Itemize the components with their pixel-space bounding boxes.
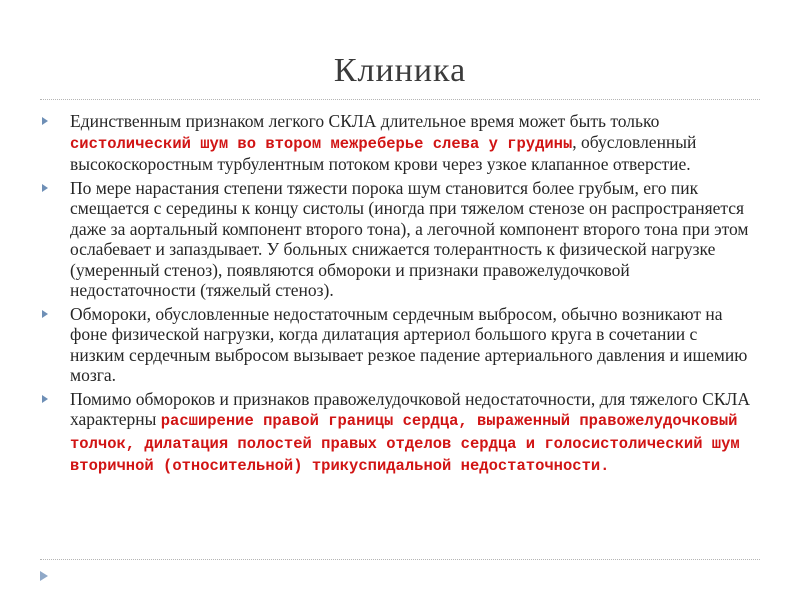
title-divider bbox=[40, 99, 760, 100]
footer-divider bbox=[40, 559, 760, 560]
bullet-item-4 bbox=[38, 389, 754, 477]
bullet-item-3 bbox=[38, 304, 754, 386]
slide-title: Клиника bbox=[333, 52, 467, 89]
bullet-1-text: Единственным признаком легкого СКЛА длительное время может быть только bbox=[70, 111, 660, 131]
triangle-bullet-icon bbox=[42, 310, 48, 318]
bullet-item-2 bbox=[38, 178, 754, 301]
corner-triangle-icon bbox=[40, 571, 48, 581]
triangle-bullet-icon bbox=[42, 184, 48, 192]
bullet-1-text-end: , обусловленный высокоскоростным турбулентным потоком крови через узкое клапанное отверстие. bbox=[70, 131, 697, 174]
bullet-1-highlight: систолический шум во втором межреберье слева у грудины bbox=[70, 134, 573, 153]
bullet-2-text: По мере нарастания степени тяжести порока шум становится более грубым, его пик смещается с середины к концу систолы (иногда при тяжелом стенозе он распространяется даже за аортальный компонент второго тона), а легочной компонент второго тона при этом ослабевает и запаздывает. У больных снижается толерантность к физической нагрузке (умеренный стеноз), появляются обмороки и признаки правожелудочковой недостаточности (тяжелый стеноз). bbox=[70, 177, 749, 300]
bullet-list bbox=[38, 111, 754, 480]
bullet-item-1 bbox=[38, 111, 754, 175]
bullet-4-text: Помимо обмороков и признаков правожелудочковой недостаточности, для тяжелого СКЛА характерны bbox=[70, 388, 751, 429]
bullet-3-text: Обмороки, обусловленные недостаточным сердечным выбросом, обычно возникают на фоне физической нагрузки, когда дилатация артериол большого круга в сочетании с низким сердечным выбросом вызывает резкое падение артериального давления и ишемию мозга. bbox=[70, 303, 748, 385]
triangle-bullet-icon bbox=[42, 117, 48, 125]
bullet-4-highlight: расширение правой границы сердца, выраженный правожелудочковый толчок, дилатация полостей правых отделов сердца и голосистолический шум вторичной (относительной) трикуспидальной недостаточности. bbox=[70, 412, 740, 475]
triangle-bullet-icon bbox=[42, 395, 48, 403]
